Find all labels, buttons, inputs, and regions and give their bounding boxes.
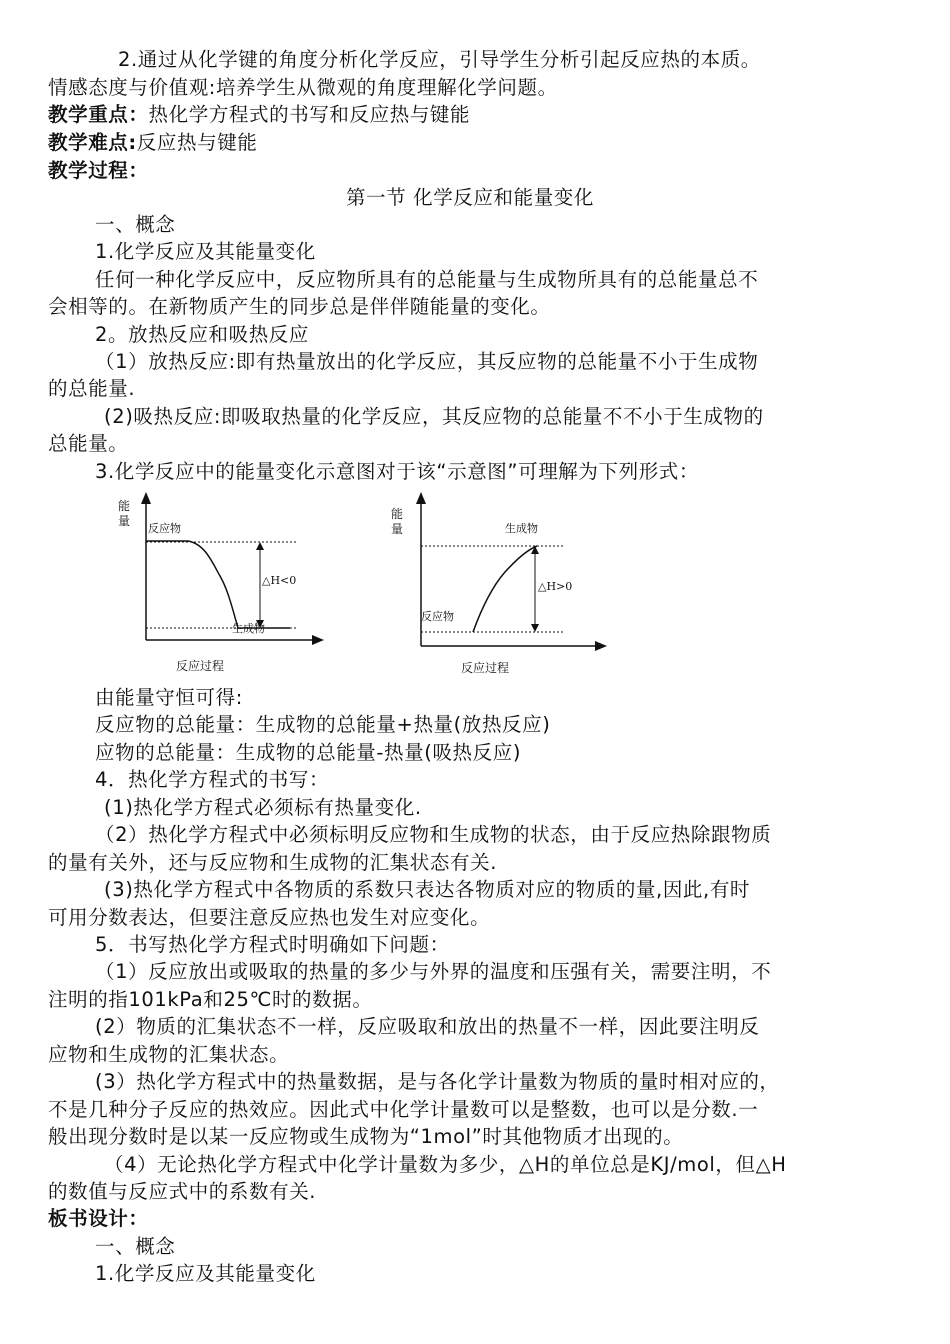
- teaching-process-heading: 教学过程：: [48, 159, 149, 182]
- subheading-4: 4．热化学方程式的书写：: [95, 768, 330, 791]
- reactant-label: 反应物: [148, 522, 181, 535]
- paragraph-line: 任何一种化学反应中，反应物所具有的总能量与生成物所具有的总能量总不: [95, 268, 759, 291]
- teaching-focus-label: 教学重点：: [48, 103, 149, 126]
- delta-h-label: △H>0: [538, 580, 573, 593]
- subheading-2: 2。放热反应和吸热反应: [95, 323, 310, 346]
- concept-heading: 一、概念: [95, 213, 176, 236]
- paragraph-line: 由能量守恒可得:: [95, 686, 243, 709]
- paragraph-line: 会相等的。在新物质产生的同步总是伴伴随能量的变化。: [48, 295, 551, 318]
- paragraph-line: (3)热化学方程式中各物质的系数只表达各物质对应的物质的量,因此,有时: [104, 878, 751, 901]
- concept-heading: 一、概念: [95, 1235, 176, 1258]
- x-axis-arrow: [312, 635, 324, 645]
- subheading-5: 5．书写热化学方程式时明确如下问题：: [95, 933, 450, 956]
- objective-line: 2.通过从化学键的角度分析化学反应，引导学生分析引起反应热的本质。: [118, 48, 761, 71]
- y-label-bottom: 量: [118, 514, 131, 528]
- subheading-1: 1.化学反应及其能量变化: [95, 1262, 316, 1285]
- paragraph-line: (1)热化学方程式必须标有热量变化.: [104, 796, 422, 819]
- y-label-bottom: 量: [391, 522, 404, 536]
- paragraph-line: 可用分数表达，但要注意反应热也发生对应变化。: [48, 906, 491, 929]
- x-axis-arrow: [595, 641, 607, 651]
- teaching-difficulty-text: 反应热与键能: [136, 131, 258, 154]
- section-title: 第一节 化学反应和能量变化: [346, 186, 594, 209]
- paragraph-line: 的量有关外，还与反应物和生成物的汇集状态有关.: [48, 851, 497, 874]
- y-label-top: 能: [391, 507, 404, 521]
- y-label-top: 能: [118, 499, 131, 513]
- delta-arrow-head-up: [256, 542, 264, 550]
- emotion-goal-line: 情感态度与价值观:培养学生从微观的角度理解化学问题。: [48, 76, 558, 99]
- paragraph-line: （1）反应放出或吸取的热量的多少与外界的温度和压强有关，需要注明，不: [95, 960, 772, 983]
- paragraph-line: (3）热化学方程式中的热量数据，是与各化学计量数为物质的量时相对应的，: [95, 1070, 780, 1093]
- board-design-heading: 板书设计：: [48, 1207, 149, 1230]
- delta-arrow-head-down: [531, 624, 539, 632]
- paragraph-line: 反应物的总能量：生成物的总能量+热量(放热反应): [95, 713, 551, 736]
- paragraph-line: 应物和生成物的汇集状态。: [48, 1043, 290, 1066]
- x-axis-label: 反应过程: [461, 661, 510, 675]
- teaching-difficulty-label: 教学难点:: [48, 131, 137, 154]
- exothermic-energy-diagram: [110, 492, 330, 682]
- paragraph-line: 注明的指101kPa和25℃时的数据。: [48, 988, 373, 1011]
- teaching-focus-text: 热化学方程式的书写和反应热与键能: [148, 103, 471, 126]
- endothermic-energy-diagram: [385, 492, 615, 682]
- reactant-label: 反应物: [421, 610, 454, 623]
- delta-h-label: △H<0: [262, 574, 297, 587]
- paragraph-line: （2）热化学方程式中必须标明反应物和生成物的状态，由于反应热除跟物质: [95, 823, 772, 846]
- product-label: 生成物: [505, 522, 538, 535]
- product-label: 生成物: [232, 622, 265, 635]
- paragraph-line: 不是几种分子反应的热效应。因此式中化学计量数可以是整数，也可以是分数.一: [48, 1098, 759, 1121]
- x-axis-label: 反应过程: [176, 659, 225, 673]
- paragraph-line: (2)吸热反应:即吸取热量的化学反应，其反应物的总能量不不小于生成物的: [104, 405, 764, 428]
- subheading-1: 1.化学反应及其能量变化: [95, 240, 316, 263]
- delta-arrow-head-up: [531, 546, 539, 554]
- subheading-3: 3.化学反应中的能量变化示意图对于该“示意图”可理解为下列形式：: [95, 460, 700, 483]
- paragraph-line: 总能量。: [48, 432, 129, 455]
- paragraph-line: （4）无论热化学方程式中化学计量数为多少，△H的单位总是KJ/mol，但△H: [104, 1153, 787, 1176]
- paragraph-line: （1）放热反应:即有热量放出的化学反应，其反应物的总能量不小于生成物: [95, 350, 759, 373]
- y-axis-arrow: [141, 492, 151, 504]
- paragraph-line: (2）物质的汇集状态不一样，反应吸取和放出的热量不一样，因此要注明反: [95, 1015, 760, 1038]
- teaching-focus: [48, 101, 470, 129]
- paragraph-line: 的数值与反应式中的系数有关.: [48, 1180, 317, 1203]
- paragraph-line: 应物的总能量：生成物的总能量-热量(吸热反应): [95, 741, 522, 764]
- paragraph-line: 般出现分数时是以某一反应物或生成物为“1mol”时其他物质才出现的。: [48, 1125, 684, 1148]
- reaction-curve: [473, 546, 537, 632]
- y-axis-arrow: [416, 492, 426, 504]
- teaching-difficulty: [48, 129, 257, 157]
- paragraph-line: 的总能量.: [48, 377, 136, 400]
